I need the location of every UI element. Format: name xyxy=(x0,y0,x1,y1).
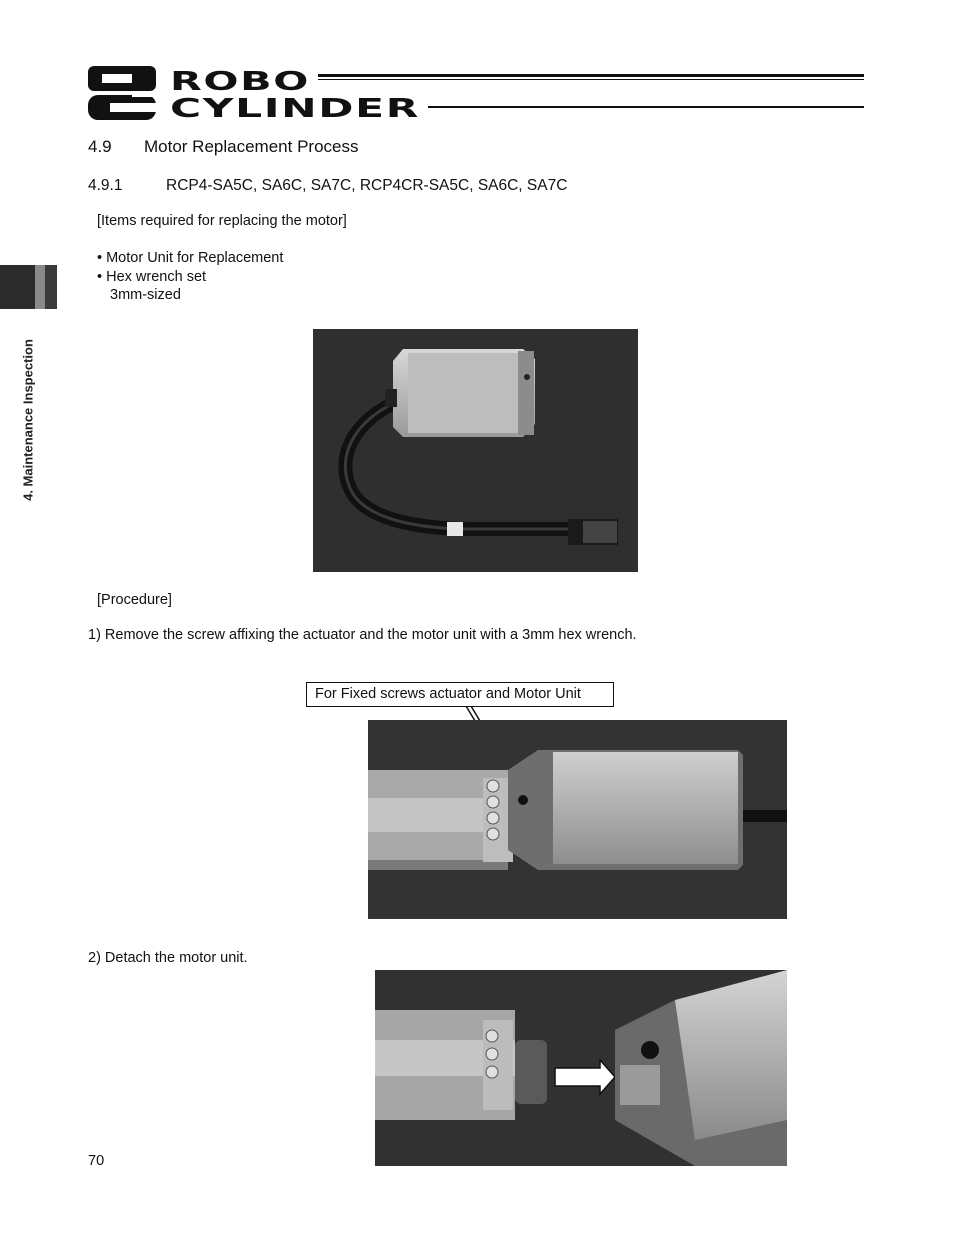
actuator-screw-photo xyxy=(368,720,787,919)
section-number: 4.9 xyxy=(88,137,112,156)
side-tab-marker xyxy=(0,265,35,309)
motor-unit-illustration xyxy=(313,329,638,572)
side-tab-marker-edge xyxy=(45,265,57,309)
header-rule-bottom xyxy=(428,106,864,108)
subsection-number: 4.9.1 xyxy=(88,177,123,194)
chapter-side-label: 4. Maintenance Inspection xyxy=(20,339,36,501)
header-rule-top xyxy=(318,74,864,77)
items-required-heading: [Items required for replacing the motor] xyxy=(97,213,347,229)
item-hex-wrench-note: 3mm-sized xyxy=(110,287,181,303)
motor-unit-photo xyxy=(313,329,638,572)
item-motor-unit: • Motor Unit for Replacement xyxy=(97,250,284,266)
rc-mark xyxy=(88,66,156,120)
page-number: 70 xyxy=(88,1153,105,1169)
fixed-screws-callout: For Fixed screws actuator and Motor Unit xyxy=(306,682,614,707)
section-title: Motor Replacement Process xyxy=(144,137,359,156)
procedure-step-1: 1) Remove the screw affixing the actuator and the motor unit with a 3mm hex wrench. xyxy=(88,627,637,643)
side-tab-marker-stripe xyxy=(35,265,45,309)
detached-motor-photo xyxy=(375,970,787,1166)
actuator-screw-illustration xyxy=(368,720,787,919)
procedure-heading: [Procedure] xyxy=(97,592,172,608)
logo-text-robo: ROBO xyxy=(170,67,310,97)
procedure-step-2: 2) Detach the motor unit. xyxy=(88,950,248,966)
logo-text-cylinder: CYLINDER xyxy=(170,94,420,120)
subsection-title: RCP4-SA5C, SA6C, SA7C, RCP4CR-SA5C, SA6C, SA7C xyxy=(166,177,568,194)
item-hex-wrench: • Hex wrench set xyxy=(97,269,207,285)
detached-motor-illustration xyxy=(375,970,787,1166)
header-rule-top-thin xyxy=(318,79,864,80)
